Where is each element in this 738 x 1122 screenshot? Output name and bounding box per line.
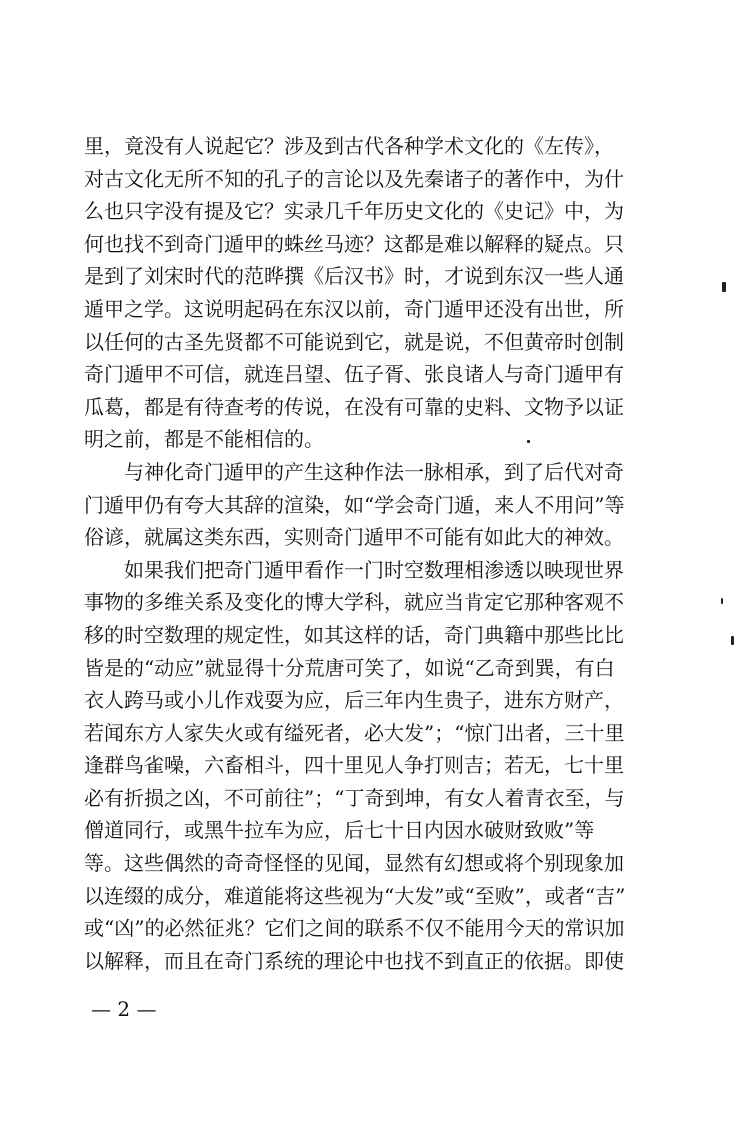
- text-line: 对古文化无所不知的孔子的言论以及先秦诸子的著作中，为什: [84, 166, 624, 191]
- text-line: 皆是的“动应”就显得十分荒唐可笑了，如说“乙奇到巽，有白: [84, 655, 615, 680]
- scan-speck: [721, 598, 723, 604]
- paragraph: [84, 554, 674, 978]
- text-line: 事物的多维关系及变化的博大学科，就应当肯定它那种客观不: [84, 590, 624, 615]
- text-line: 明之前，都是不能相信的。: [84, 427, 324, 452]
- text-line: 或“凶”的必然征兆？它们之间的联系不仅不能用今天的常识加: [84, 916, 625, 941]
- text-line: 遁甲之学。这说明起码在东汉以前，奇门遁甲还没有出世，所: [84, 296, 624, 321]
- text-line: 如果我们把奇门遁甲看作一门时空数理相渗透以映现世界: [124, 557, 624, 582]
- text-line: 等。这些偶然的奇奇怪怪的见闻，显然有幻想或将个别现象加: [84, 851, 624, 876]
- text-line: 何也找不到奇门遁甲的蛛丝马迹？这都是难以解释的疑点。只: [84, 231, 624, 256]
- text-line: 瓜葛，都是有待查考的传说，在没有可靠的史料、文物予以证: [84, 394, 624, 419]
- text-line: 奇门遁甲不可信，就连吕望、伍子胥、张良诸人与奇门遁甲有: [84, 362, 624, 387]
- text-line: 是到了刘宋时代的范晔撰《后汉书》时，才说到东汉一些人通: [84, 264, 624, 289]
- text-line: 与神化奇门遁甲的产生这种作法一脉相承，到了后代对奇: [124, 459, 624, 484]
- text-line: 俗谚，就属这类东西，实则奇门遁甲不可能有如此大的神效。: [84, 525, 624, 550]
- text-line: 必有折损之凶，不可前往”；“丁奇到坤，有女人着青衣至，与: [84, 785, 625, 810]
- text-line: 僧道同行，或黑牛拉车为应，后七十日内因水破财致败”等: [84, 818, 595, 843]
- body-text: [84, 130, 674, 977]
- page-number: — 2 —: [91, 997, 157, 1021]
- text-line: 移的时空数理的规定性，如其这样的话，奇门典籍中那些比比: [84, 622, 624, 647]
- text-line: 衣人跨马或小儿作戏耍为应，后三年内生贵子，进东方财产，: [84, 688, 624, 713]
- text-line: 门遁甲仍有夸大其辞的渲染，如“学会奇门遁，来人不用问”等: [84, 492, 625, 517]
- scan-speck: [731, 636, 734, 645]
- paragraph: [84, 456, 674, 554]
- text-line: 以任何的古圣先贤都不可能说到它，就是说，不但黄帝时创制: [84, 329, 624, 354]
- scan-speck: [722, 282, 726, 292]
- text-line: 么也只字没有提及它？实录几千年历史文化的《史记》中，为: [84, 199, 624, 224]
- text-line: 里，竟没有人说起它？涉及到古代各种学术文化的《左传》，: [84, 134, 614, 158]
- scan-speck: [527, 440, 530, 443]
- paragraph: [84, 130, 674, 456]
- text-line: 逢群鸟雀噪，六畜相斗，四十里见人争打则吉；若无，七十里: [84, 753, 624, 778]
- text-line: 若闻东方人家失火或有缢死者，必大发”；“惊门出者，三十里: [84, 720, 625, 745]
- text-line: 以连缀的成分，难道能将这些视为“大发”或“至败”，或者“吉”: [84, 883, 626, 908]
- text-line: 以解释，而且在奇门系统的理论中也找不到直正的依据。即使: [84, 948, 624, 973]
